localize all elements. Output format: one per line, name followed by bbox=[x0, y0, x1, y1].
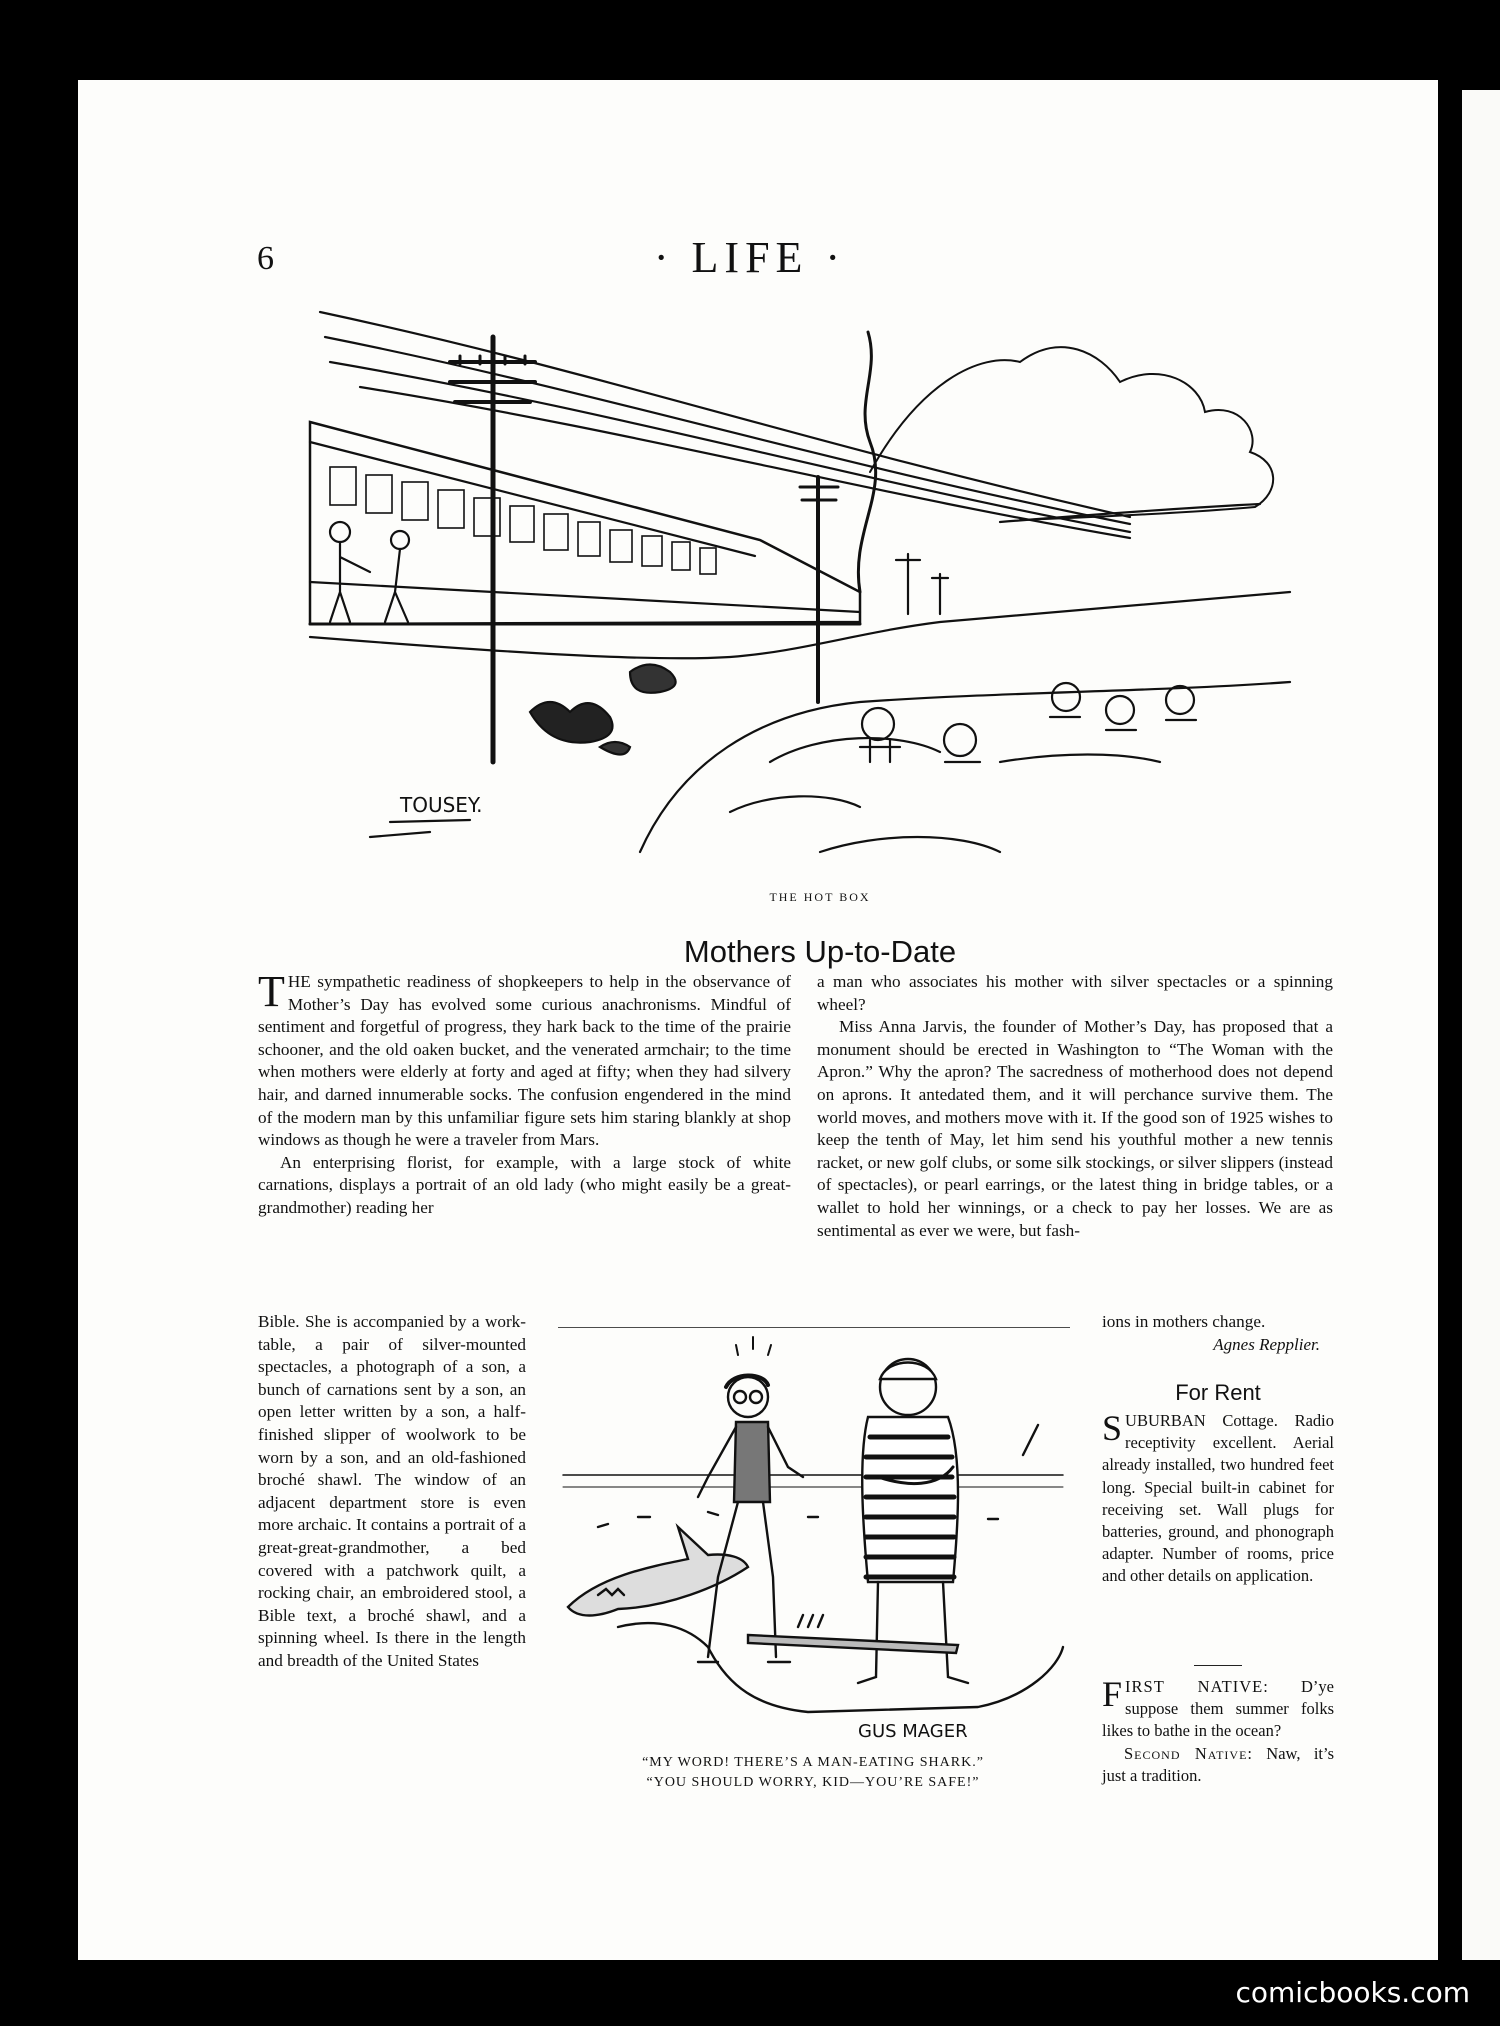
joke-drop-cap: F bbox=[1102, 1674, 1123, 1714]
page-gutter bbox=[1438, 80, 1462, 1960]
article-paragraph-2c: a man who associates his mother with silver spectacles or a spinning wheel? bbox=[817, 972, 1333, 1014]
page-number: 6 bbox=[257, 240, 274, 277]
article-column-2 bbox=[817, 971, 1333, 1242]
shark-cartoon bbox=[558, 1327, 1070, 1747]
article-paragraph-2a: An enterprising florist, for example, with a large stock of white carnations, displays a portrait of an old lady (who might easily be a great-grandmother) reading her bbox=[258, 1152, 791, 1217]
hot-box-cartoon bbox=[300, 292, 1300, 890]
article-column-2-end bbox=[1102, 1311, 1334, 1334]
article-paragraph-3-end: ions in mothers change. bbox=[1102, 1312, 1266, 1331]
article-paragraph-2b: Bible. She is accompanied by a work-table, a pair of silver-mounted spectacles, a photograph of a son, a bunch of carnations sent by a son, an open letter written by a son, a half-finished slipper of woolwork to be worn by a son, and an old-fashioned broché shawl. The window of an adjacent department store is even more archaic. It contains a portrait of a great-great-grandmother, a bed covered with a patchwork quilt, a rocking chair, an embroidered stool, a Bible text, a broché shawl, and a spinning wheel. Is there in the length and breadth of the United States bbox=[258, 1312, 526, 1670]
drop-cap: T bbox=[258, 967, 285, 1016]
article-column-1-narrow bbox=[258, 1311, 526, 1673]
caption-line-1: “MY WORD! THERE’S A MAN-EATING SHARK.” bbox=[642, 1755, 984, 1770]
for-rent-drop-cap: S bbox=[1102, 1408, 1123, 1448]
native-joke bbox=[1102, 1676, 1334, 1787]
article-title: Mothers Up-to-Date bbox=[683, 934, 957, 969]
joke-line-2: Naw, it’s just a tradition. bbox=[1102, 1743, 1334, 1785]
for-rent-text bbox=[1102, 1410, 1334, 1588]
author-signature: Agnes Repplier. bbox=[1213, 1335, 1320, 1354]
shark-cartoon-caption bbox=[558, 1753, 1068, 1793]
article-paragraph-1: HE sympathetic readiness of shopkeepers to help in the observance of Mother’s Day has evolved some curious anachronisms. Mindful of sentiment and forgetful of progress, they hark back to the time of the prairie schooner, and the old oaken bucket, and the venerated armchair; to the time when mothers were elderly at forty and aged at fifty; when they had silvery hair, and darned innumerable socks. The confusion engendered in the mind of the modern man by this unfamiliar figure sets him staring blankly at shop windows as though he were a traveler from Mars. bbox=[258, 972, 791, 1150]
for-rent-body: UBURBAN Cottage. Radio receptivity excellent. Aerial already installed, two hundred feet long. Special built-in cabinet for receiving set. Wall plugs for batteries, ground, and phonograph adapter. Number of rooms, price and other details on application. bbox=[1102, 1411, 1334, 1586]
caption-line-2: “YOU SHOULD WORRY, KID—YOU’RE SAFE!” bbox=[646, 1775, 980, 1790]
article-paragraph-3: Miss Anna Jarvis, the founder of Mother’s Day, has proposed that a monument should be erected in Washington to “The Woman with the Apron.” Why the apron? The sacredness of motherhood does not depend on aprons. It antedated them, and it will perchance survive them. The world moves, and mothers move with it. If the good son of 1925 wishes to keep the tenth of May, let him send his youthful mother a new tennis racket, or new golf clubs, or some silk stockings, or silver slippers (instead of spectacles), or pearl earrings, or the latest thing in bridge tables, or a wallet to hold her winnings, or a check to pay her losses. We are as sentimental as ever we were, but fash- bbox=[817, 1017, 1333, 1240]
masthead: · LIFE · bbox=[653, 233, 847, 282]
speaker-1: IRST NATIVE: bbox=[1125, 1677, 1269, 1696]
tousey-signature: TOUSEY. bbox=[400, 793, 483, 817]
facing-page-edge bbox=[1462, 90, 1500, 1960]
article-column-1 bbox=[258, 967, 791, 1220]
site-watermark: comicbooks.com bbox=[1235, 1976, 1470, 2009]
hot-box-caption: THE HOT BOX bbox=[769, 890, 871, 904]
gus-mager-signature: GUS MAGER bbox=[858, 1721, 968, 1742]
section-divider bbox=[1194, 1665, 1242, 1666]
speaker-2: Second Native: bbox=[1124, 1743, 1253, 1763]
for-rent-heading: For Rent bbox=[1175, 1380, 1261, 1405]
joke-line-1: D’ye suppose them summer folks likes to bathe in the ocean? bbox=[1102, 1677, 1334, 1741]
